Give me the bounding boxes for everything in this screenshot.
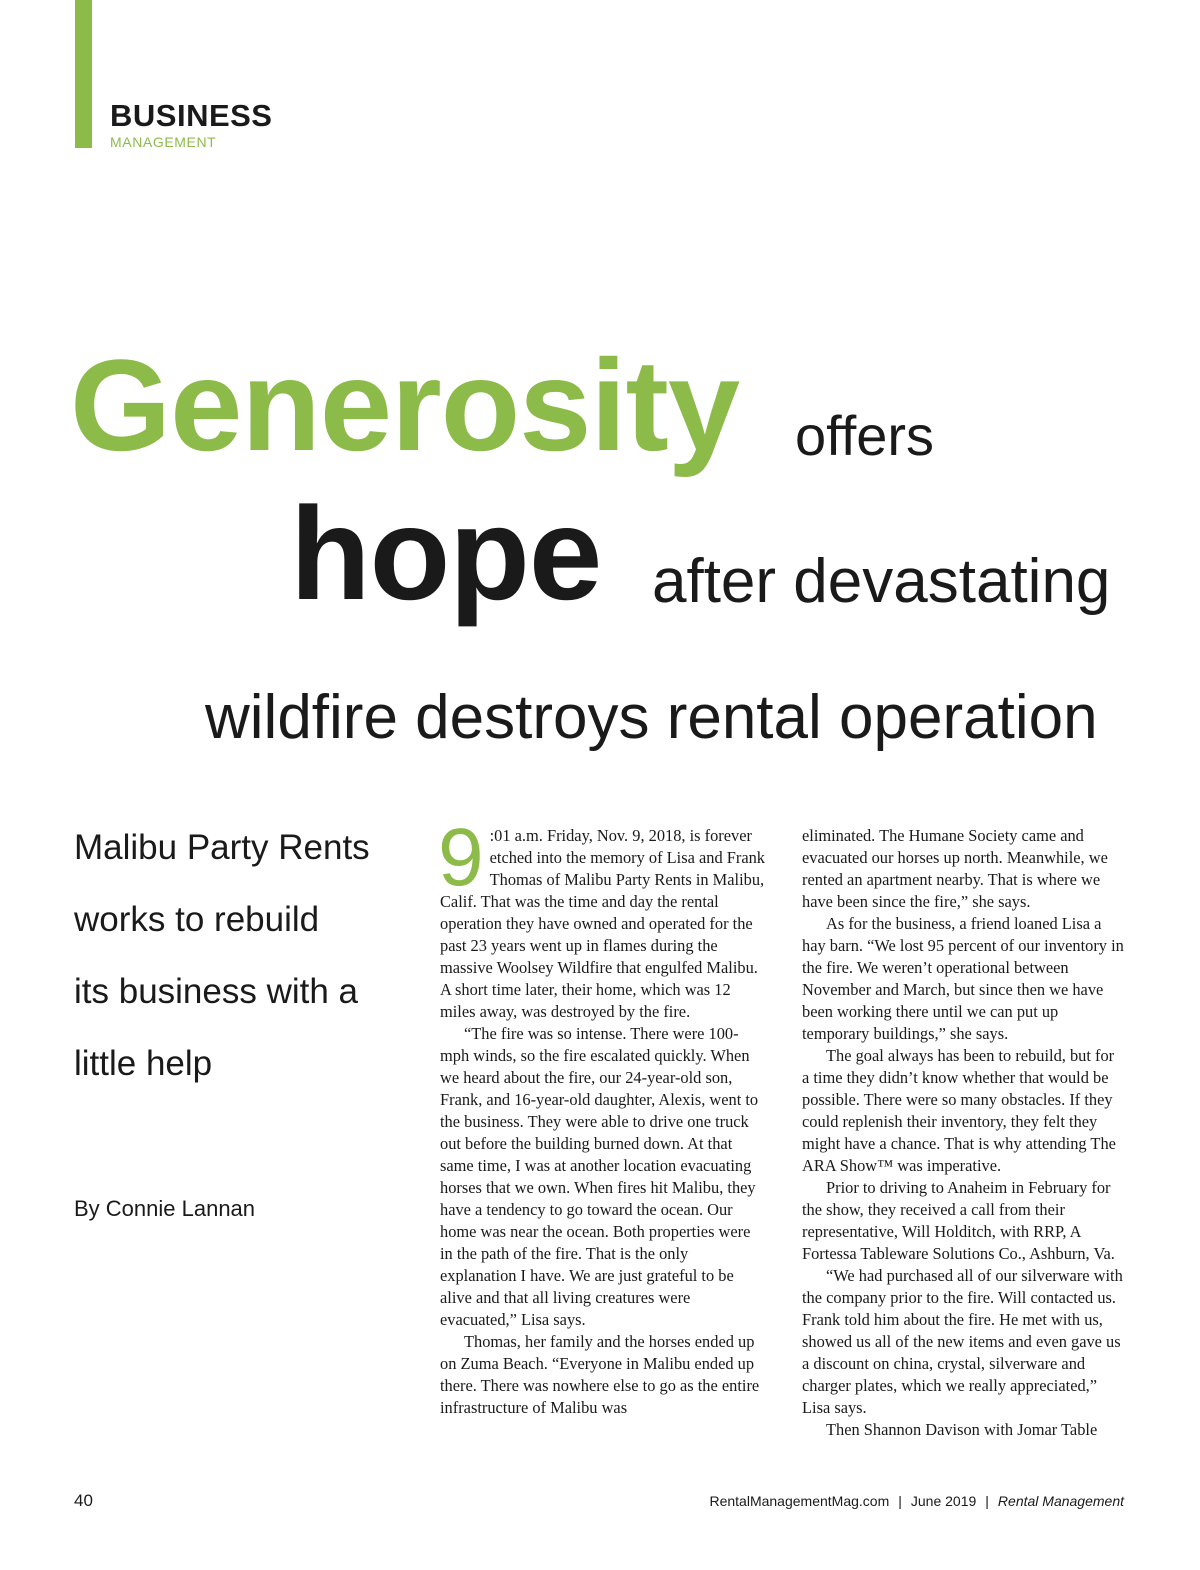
byline: By Connie Lannan [74,1196,256,1221]
footer [709,1493,1124,1509]
article-paragraph: “We had purchased all of our silverware with the company prior to the fire. Will contacted us. Frank told him about the fire. He met with us, showed us all of the new items and even gave us a discount on china, crystal, silverware and charger plates, which we really appreciated,” Lisa says. [802,1266,1123,1417]
headline-line-three: wildfire destroys rental operation [205,683,1098,752]
section-accent-bar [75,0,92,148]
deck [74,812,404,1100]
footer-separator: | [985,1493,989,1509]
drop-cap: 9 [438,812,484,903]
footer-separator: | [898,1493,902,1509]
article-column-1 [438,812,766,1419]
section-subtitle: MANAGEMENT [110,134,217,150]
article-paragraph: Prior to driving to Anaheim in February for the show, they received a call from their representative, Will Holditch, with RRP, A Fortessa Tableware Solutions Co., Ashburn, Va. [802,1178,1115,1263]
footer-issue: June 2019 [910,1493,977,1509]
footer-website: RentalManagementMag.com [709,1493,890,1509]
article-paragraph: eliminated. The Humane Society came and evacuated our horses up north. Meanwhile, we rented an apartment nearby. That is where we have been since the fire,” she says. [802,826,1108,911]
deck-line: Malibu Party Rents [74,828,370,867]
deck-line: little help [74,1044,213,1083]
headline-generosity: Generosity [70,332,740,478]
deck-line: works to rebuild [74,900,320,939]
footer-magazine: Rental Management [997,1493,1124,1509]
article-paragraph: As for the business, a friend loaned Lisa a hay barn. “We lost 95 percent of our inventory in the fire. We weren’t operational between November and March, but since then we have been working there until we can put up temporary buildings,” she says. [802,914,1124,1043]
article-column-2 [802,825,1124,1441]
article-paragraph: Thomas, her family and the horses ended up on Zuma Beach. “Everyone in Malibu ended up there. There was nowhere else to go as the entire infrastructure of Malibu was [440,1332,760,1417]
headline-offers: offers [795,404,935,467]
headline-after-devastating: after devastating [652,547,1111,616]
article-paragraph: The goal always has been to rebuild, but for a time they didn’t know whether that would be possible. There were so many obstacles. If they could replenish their inventory, they felt they might have a chance. That is why attending The ARA Show™ was imperative. [802,1046,1116,1175]
article-paragraph: “The fire was so intense. There were 100-mph winds, so the fire escalated quickly. When we heard about the fire, our 24-year-old son, Frank, and 16-year-old daughter, Alexis, went to the business. They were able to drive one truck out before the building burned down. At that same time, I was at another location evacuating horses that we own. When fires hit Malibu, they have a tendency to go toward the ocean. Our home was near the ocean. Both properties were in the path of the fire. That is the only explanation I have. We are just grateful to be alive and that all living creatures were evacuated,” Lisa says. [440,1024,759,1329]
page-number: 40 [74,1491,93,1510]
article-paragraph: Then Shannon Davison with Jomar Table [826,1420,1098,1439]
article-paragraph [438,812,766,1023]
paragraph-text: :01 a.m. Friday, Nov. 9, 2018, is forever etched into the memory of Lisa and Frank Thomas of Malibu Party Rents in Malibu, Calif. That was the time and day the rental operation they have owned and operated for the past 23 years went up in flames during the massive Woolsey Wildfire that engulfed Malibu. A short time later, their home, which was 12 miles away, was destroyed by the fire. [440,826,765,1021]
section-title: BUSINESS [110,98,273,133]
headline-hope: hope [290,480,602,627]
deck-line: its business with a [74,972,359,1011]
